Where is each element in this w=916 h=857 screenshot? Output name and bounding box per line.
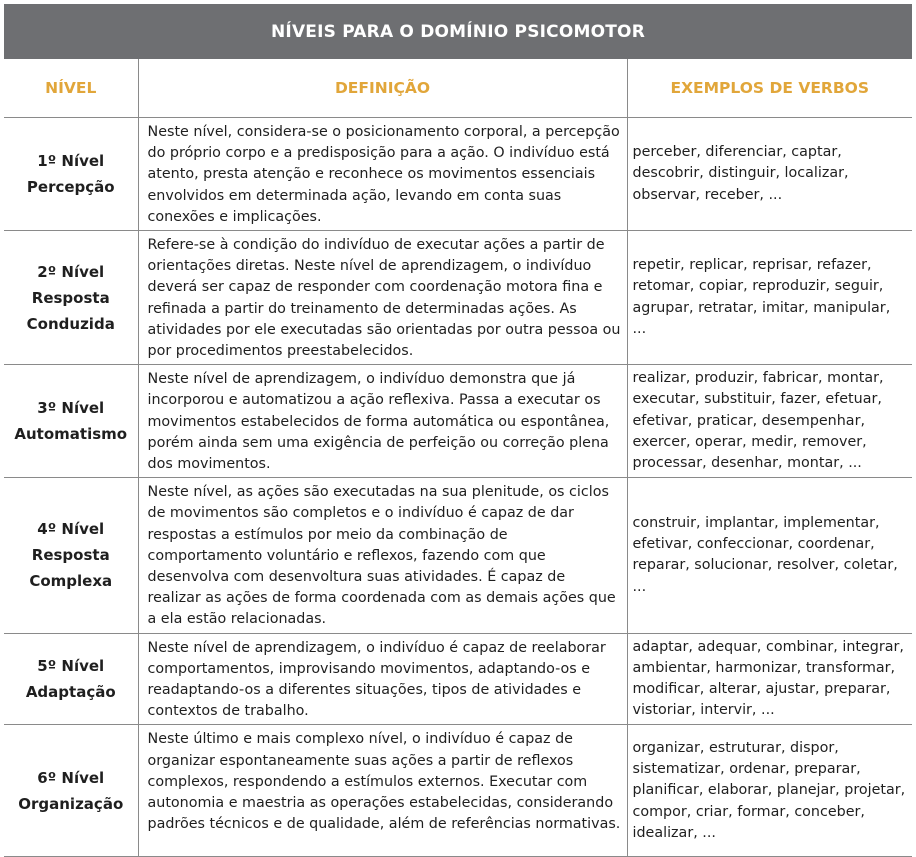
level-name: Resposta: [31, 546, 110, 565]
verbs-cell: realizar, produzir, fabricar, montar, executar, substituir, fazer, efetuar, efetivar, praticar, desempenhar, exercer, operar, medir, remover, processar, desenhar, montar, ...: [627, 365, 912, 478]
verbs-cell: organizar, estruturar, dispor, sistematizar, ordenar, preparar, planificar, elaborar, planejar, projetar, compor, criar, formar, conceber, idealizar, ...: [627, 725, 912, 857]
header-definition: DEFINIÇÃO: [138, 59, 627, 118]
table-title: NÍVEIS PARA O DOMÍNIO PSICOMOTOR: [4, 4, 912, 59]
level-cell: [4, 118, 138, 231]
definition-cell: Neste último e mais complexo nível, o indivíduo é capaz de organizar espontaneamente suas ações a partir de reflexos complexos, respondendo a estímulos externos. Executar com autonomia e maestria as operações estabelecidas, considerando padrões técnicos e de qualidade, além de referências normativas.: [138, 725, 627, 857]
level-name-cont: Complexa: [29, 572, 113, 591]
level-cell: [4, 231, 138, 365]
level-number: 6º Nível: [37, 768, 105, 787]
header-verbs: EXEMPLOS DE VERBOS: [627, 59, 912, 118]
table-row: [4, 118, 912, 231]
level-cell: [4, 365, 138, 478]
definition-cell: Refere-se à condição do indivíduo de executar ações a partir de orientações diretas. Neste nível de aprendizagem, o indivíduo deverá ser capaz de responder com coordenação motora fina e refinada a partir do treinamento de determinadas ações. As atividades por ele executadas são orientadas por outra pessoa ou por procedimentos preestabelecidos.: [138, 231, 627, 365]
level-cell: [4, 478, 138, 633]
table-row: [4, 725, 912, 857]
level-cell: [4, 725, 138, 857]
level-name: Organização: [18, 794, 124, 813]
level-name: Automatismo: [14, 425, 128, 444]
levels-table: [4, 59, 912, 857]
level-name-cont: Conduzida: [26, 314, 115, 333]
header-row: [4, 59, 912, 118]
table-row: [4, 478, 912, 633]
definition-cell: Neste nível, considera-se o posicionamento corporal, a percepção do próprio corpo e a predisposição para a ação. O indivíduo está atento, presta atenção e reconhece os movimentos essenciais envolvidos em determinada ação, levando em conta suas conexões e implicações.: [138, 118, 627, 231]
level-number: 3º Nível: [37, 399, 105, 418]
definition-cell: Neste nível de aprendizagem, o indivíduo é capaz de reelaborar comportamentos, improvisando movimentos, adaptando-os e readaptando-os a diferentes situações, tipos de atividades e contextos de trabalho.: [138, 633, 627, 725]
level-number: 2º Nível: [37, 262, 105, 281]
level-name: Adaptação: [25, 683, 116, 702]
level-number: 5º Nível: [37, 657, 105, 676]
level-name: Resposta: [31, 288, 110, 307]
header-level: NÍVEL: [4, 59, 138, 118]
table-row: [4, 231, 912, 365]
psychomotor-levels-table-panel: [4, 4, 912, 857]
table-row: [4, 633, 912, 725]
verbs-cell: repetir, replicar, reprisar, refazer, retomar, copiar, reproduzir, seguir, agrupar, retratar, imitar, manipular, ...: [627, 231, 912, 365]
definition-cell: Neste nível, as ações são executadas na sua plenitude, os ciclos de movimentos são completos e o indivíduo é capaz de dar respostas a estímulos por meio da combinação de comportamento voluntário e reflexos, fazendo com que desenvolva com desenvoltura suas atividades. É capaz de realizar as ações de forma coordenada com as demais ações que a ela estão relacionadas.: [138, 478, 627, 633]
level-number: 1º Nível: [37, 152, 105, 170]
level-cell: [4, 633, 138, 725]
definition-cell: Neste nível de aprendizagem, o indivíduo demonstra que já incorporou e automatizou a ação reflexiva. Passa a executar os movimentos estabelecidos de forma automática ou espontânea, porém ainda sem uma exigência de perfeição ou correção plena dos movimentos.: [138, 365, 627, 478]
level-number: 4º Nível: [37, 520, 105, 539]
verbs-cell: perceber, diferenciar, captar, descobrir, distinguir, localizar, observar, receber, ...: [627, 118, 912, 231]
level-name: Percepção: [26, 178, 115, 196]
verbs-cell: construir, implantar, implementar, efetivar, confeccionar, coordenar, reparar, solucionar, resolver, coletar, ...: [627, 478, 912, 633]
table-row: [4, 365, 912, 478]
verbs-cell: adaptar, adequar, combinar, integrar, ambientar, harmonizar, transformar, modificar, alterar, ajustar, preparar, vistoriar, intervir, ...: [627, 633, 912, 725]
